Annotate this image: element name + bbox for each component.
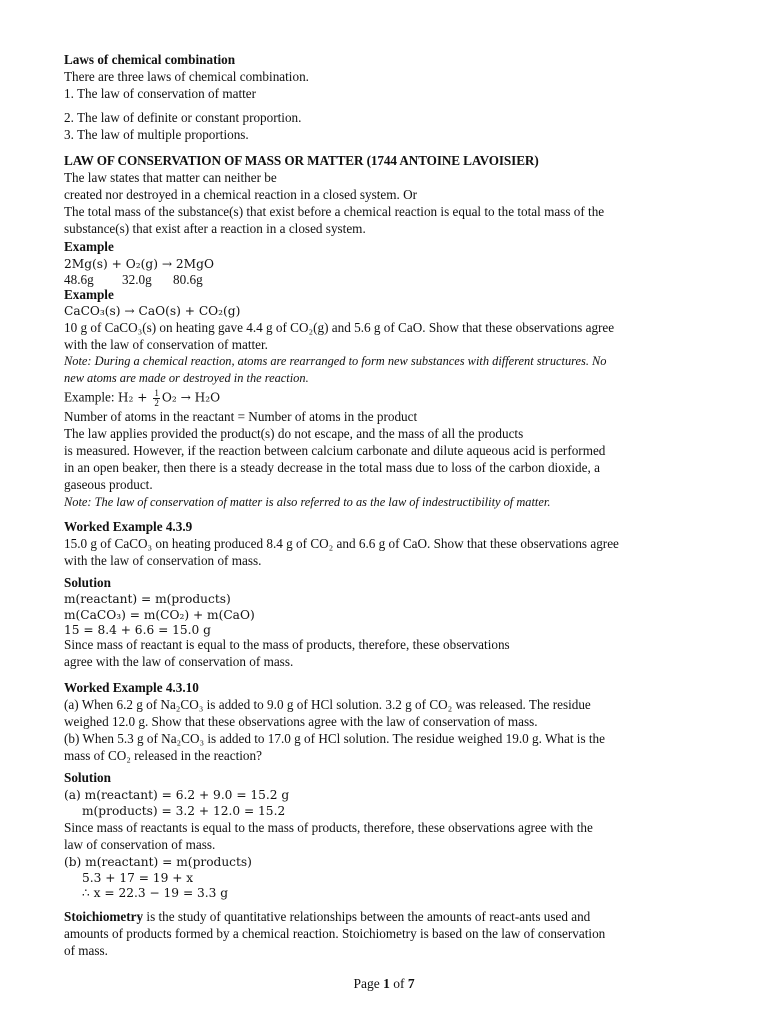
conclusion-line: Since mass of reactants is equal to the mass of products, therefore, these observations agree with the bbox=[64, 820, 593, 835]
equation: 2Mg(s) + O₂(g) → 2MgO bbox=[64, 257, 214, 271]
solution-label: Solution bbox=[64, 575, 111, 590]
note: Note: During a chemical reaction, atoms are rearranged to form new substances with different structures. No bbox=[64, 354, 607, 368]
section-line: The law states that matter can neither be bbox=[64, 170, 277, 185]
example-line: with the law of conservation of matter. bbox=[64, 337, 268, 352]
example-line: 10 g of CaCO₃(s) on heating gave 4.4 g of CO₂(g) and 5.6 g of CaO. Show that these observations agree bbox=[64, 320, 615, 335]
stoichiometry-term: Stoichiometry bbox=[64, 909, 144, 924]
solution-line: 15 = 8.4 + 6.6 = 15.0 g bbox=[64, 623, 211, 637]
applies-line: in an open beaker, then there is a steady decrease in the total mass due to loss of the carbon dioxide, a bbox=[64, 460, 600, 475]
example-label: Example bbox=[64, 239, 114, 254]
section-line: created nor destroyed in a chemical reaction in a closed system. Or bbox=[64, 187, 417, 202]
conclusion-line: agree with the law of conservation of mass. bbox=[64, 654, 294, 669]
applies-line: is measured. However, if the reaction between calcium carbonate and dilute aqueous acid is performed bbox=[64, 443, 606, 458]
worked-line: (a) When 6.2 g of Na₂CO₃ is added to 9.0 g of HCl solution. 3.2 g of CO₂ was released. The residue bbox=[64, 697, 591, 712]
worked-line: 15.0 g of CaCO₃ on heating produced 8.4 g of CO₂ and 6.6 g of CaO. Show that these observations agree bbox=[64, 536, 619, 551]
equation-left: H₂ + bbox=[117, 390, 152, 405]
fraction-numerator: 1 bbox=[154, 388, 159, 398]
mass-value: 32.0g bbox=[122, 272, 152, 287]
fraction-denominator: 2 bbox=[154, 398, 159, 408]
mass-value: 48.6g bbox=[64, 272, 94, 287]
section-line: The total mass of the substance(s) that exist before a chemical reaction is equal to the total mass of the bbox=[64, 204, 605, 219]
solution-line: ∴ x = 22.3 − 19 = 3.3 g bbox=[82, 886, 229, 900]
example-prefix: Example: bbox=[64, 389, 118, 405]
note: Note: The law of conservation of matter is also referred to as the law of indestructibility of matter. bbox=[64, 495, 551, 509]
conclusion-line: Since mass of reactant is equal to the mass of products, therefore, these observations bbox=[64, 637, 510, 652]
solution-line: 5.3 + 17 = 19 + x bbox=[82, 871, 194, 885]
footer-total-pages: 7 bbox=[407, 976, 415, 991]
note: new atoms are made or destroyed in the reaction. bbox=[64, 371, 309, 385]
section-title: LAW OF CONSERVATION OF MASS OR MATTER (1744 ANTOINE LAVOISIER) bbox=[64, 153, 539, 168]
stoichiometry-line: amounts of products formed by a chemical reaction. Stoichiometry is based on the law of conservation bbox=[64, 926, 606, 941]
worked-example-title: Worked Example 4.3.10 bbox=[64, 680, 199, 695]
stoichiometry-text: is the study of quantitative relationships between the amounts of react-ants used and bbox=[143, 909, 591, 924]
stoichiometry-line bbox=[64, 909, 590, 926]
example-label: Example bbox=[64, 287, 114, 302]
worked-line: mass of CO₂ released in the reaction? bbox=[64, 748, 262, 763]
doc-heading: Laws of chemical combination bbox=[64, 52, 236, 67]
solution-line: (a) m(reactant) = 6.2 + 9.0 = 15.2 g bbox=[64, 788, 290, 802]
footer-of: of bbox=[389, 976, 408, 991]
conclusion-line: law of conservation of mass. bbox=[64, 837, 216, 852]
solution-line: m(CaCO₃) = m(CO₂) + m(CaO) bbox=[64, 608, 255, 622]
page-footer bbox=[0, 976, 768, 993]
law-item: 1. The law of conservation of matter bbox=[64, 86, 257, 101]
applies-line: The law applies provided the product(s) do not escape, and the mass of all the products bbox=[64, 426, 524, 441]
section-line: substance(s) that exist after a reaction in a closed system. bbox=[64, 221, 366, 236]
footer-current-page: 1 bbox=[383, 976, 390, 991]
intro-text: There are three laws of chemical combination. bbox=[64, 69, 309, 84]
solution-line: (b) m(reactant) = m(products) bbox=[64, 855, 252, 869]
worked-line: with the law of conservation of mass. bbox=[64, 553, 262, 568]
law-item: 2. The law of definite or constant proportion. bbox=[64, 110, 302, 125]
fraction bbox=[153, 389, 160, 408]
law-item: 3. The law of multiple proportions. bbox=[64, 127, 249, 142]
atoms-line: Number of atoms in the reactant = Number of atoms in the product bbox=[64, 409, 418, 424]
applies-line: gaseous product. bbox=[64, 477, 153, 492]
worked-line: weighed 12.0 g. Show that these observations agree with the law of conservation of mass. bbox=[64, 714, 538, 729]
solution-line: m(products) = 3.2 + 12.0 = 15.2 bbox=[82, 804, 286, 818]
mass-value: 80.6g bbox=[173, 272, 203, 287]
worked-example-title: Worked Example 4.3.9 bbox=[64, 519, 193, 534]
solution-label: Solution bbox=[64, 770, 111, 785]
solution-line: m(reactant) = m(products) bbox=[64, 592, 231, 606]
fraction-example bbox=[64, 389, 220, 408]
equation-right: O₂ → H₂O bbox=[161, 390, 221, 405]
footer-prefix: Page bbox=[353, 976, 384, 991]
equation: CaCO₃(s) → CaO(s) + CO₂(g) bbox=[64, 304, 241, 318]
worked-line: (b) When 5.3 g of Na₂CO₃ is added to 17.0 g of HCl solution. The residue weighed 19.0 g. What is the bbox=[64, 731, 606, 746]
stoichiometry-line: of mass. bbox=[64, 943, 108, 958]
